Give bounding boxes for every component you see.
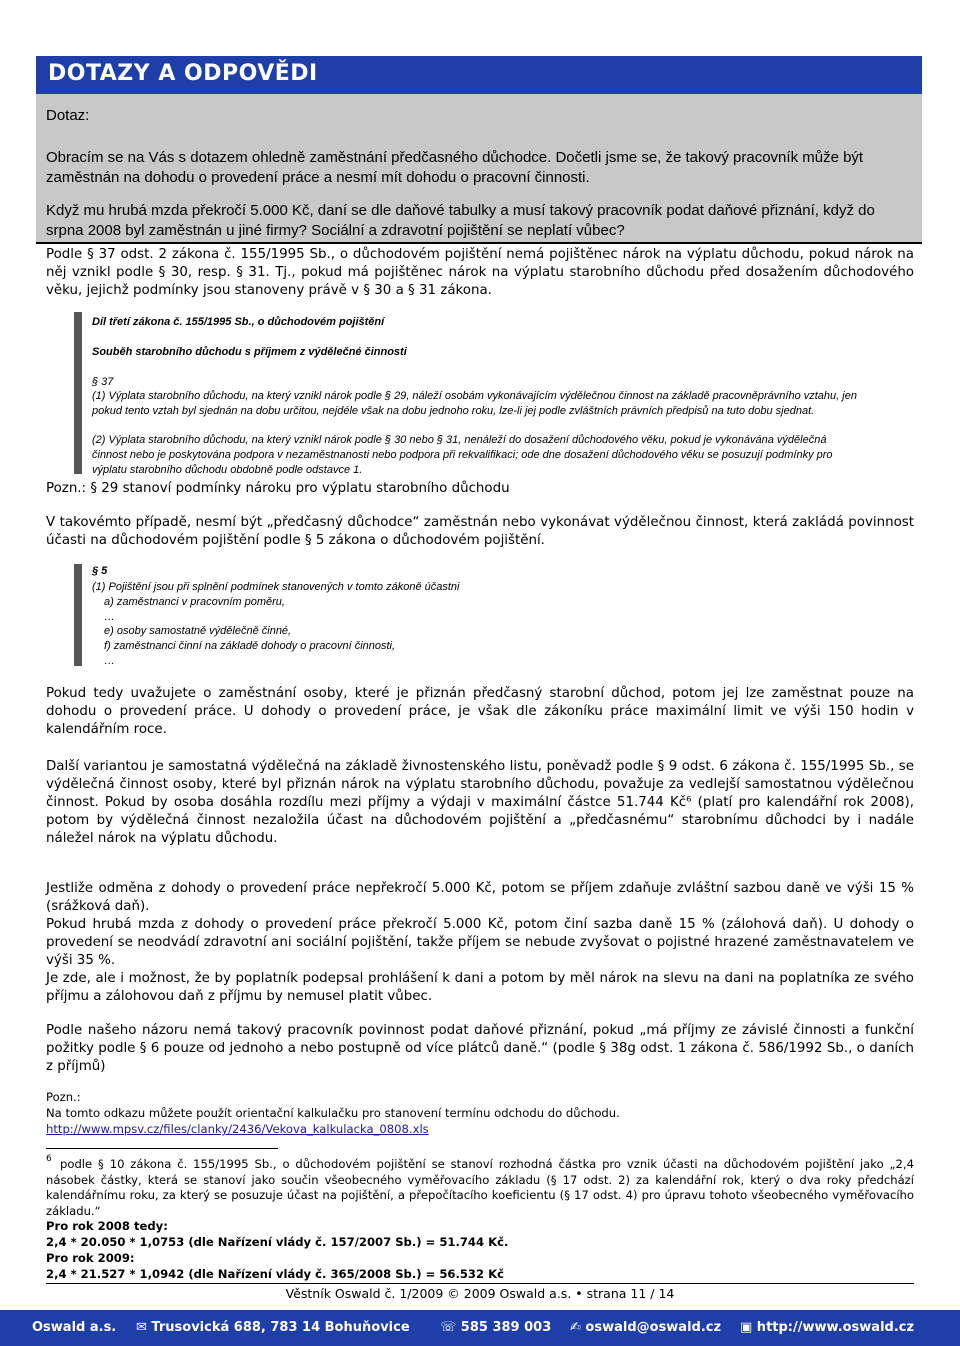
note-2-label: Pozn.: xyxy=(46,1090,81,1104)
title-bar xyxy=(36,56,922,94)
answer-paragraph-2: V takovémto případě, nesmí být „předčasný důchodce“ zaměstnán nebo vykonávat výdělečnou činnost, která zakládá povinnost účasti na důchodovém pojištění podle § 5 zákona o důchodovém pojištění. xyxy=(46,515,914,548)
footer-email[interactable]: ✍ oswald@oswald.cz xyxy=(570,1320,722,1335)
note-2-text: Na tomto odkazu můžete použít orientační kalkulačku pro stanovení termínu odchodu do důchodu. xyxy=(46,1106,620,1120)
answer-paragraph-6: Podle našeho názoru nemá takový pracovník povinnost podat daňové přiznání, pokud „má příjmy ze závislé činnosti a funkční požitky podle § 6 pouze od jednoho a nebo postupně od více plátců daně.“ (podle § 38g odst. 1 zákona č. 586/1992 Sb., o daních z příjmů) xyxy=(46,1023,914,1074)
footnote-2009-calc: 2,4 * 21.527 * 1,0942 (dle Nařízení vlády č. 365/2008 Sb.) = 56.532 Kč xyxy=(46,1267,504,1281)
quote-item-1: (1) Pojištění jsou při splnění podmínek stanovených v tomto zákoně účastni xyxy=(92,581,460,593)
quote-item-1: (1) Výplata starobního důchodu, na který vznikl nárok podle § 29, náleží osobám vykonávajícím výdělečnou činnost na základě pracovněprávního vztahu, jen pokud tento vztah byl sjednán na dobu určitou, nejdéle však na dobu jednoho roku, lze-li jej podle zvláštních právních předpisů na tuto dobu sjednat. xyxy=(92,390,857,417)
quote-section: § 5 xyxy=(92,565,108,577)
quote-bar xyxy=(74,312,82,474)
footer-divider xyxy=(46,1283,914,1284)
footer-bar xyxy=(0,1310,960,1346)
answer-paragraph-5b: Pokud hrubá mzda z dohody o provedení práce překročí 5.000 Kč, potom činí sazba daně 15 % (zálohová daň). U dohody o provedení se neodvádí zdravotní ani sociální pojištění, takže příjem se nebude zvyšovat o pojistné hrazené zaměstnavatelem ve výši 35 %. xyxy=(46,917,914,968)
footnote-2008-calc: 2,4 * 20.050 * 1,0753 (dle Nařízení vlády č. 157/2007 Sb.) = 51.744 Kč. xyxy=(46,1235,509,1249)
footer-web[interactable]: ▣ http://www.oswald.cz xyxy=(740,1320,915,1335)
question-paragraph-1: Obracím se na Vás s dotazem ohledně zaměstnání předčasného důchodce. Dočetli jsme se, že takový pracovník může být zaměstnán na dohodu o provedení práce a nesmí mít dohodu o pracovní činnosti. xyxy=(46,149,864,186)
footnote-2009-label: Pro rok 2009: xyxy=(46,1251,135,1265)
footnote-2008-label: Pro rok 2008 tedy: xyxy=(46,1219,168,1233)
footer-address: ✉ Trusovická 688, 783 14 Bohuňovice xyxy=(136,1320,410,1335)
footer-company: Oswald a.s. xyxy=(32,1320,117,1335)
footnote-mark: 6 xyxy=(46,1154,52,1164)
quote-item-a: a) zaměstnanci v pracovním poměru, xyxy=(104,596,285,608)
page-footer: Věstník Oswald č. 1/2009 © 2009 Oswald a.s. • strana 11 / 14 xyxy=(285,1286,675,1301)
calculator-link[interactable]: http://www.mpsv.cz/files/clanky/2436/Vekova_kalkulacka_0808.xls xyxy=(46,1122,429,1136)
quote-part-title: Díl třetí zákona č. 155/1995 Sb., o důchodovém pojištění xyxy=(92,316,385,328)
answer-paragraph-4: Další variantou je samostatná výdělečná na základě živnostenského listu, poněvadž podle § 9 odst. 6 zákona č. 155/1995 Sb., se výdělečná činnost osoby, které byl přiznán nárok na výplatu starobního důchodu, považuje za vedlejší samostatnou výdělečnou činnost. Pokud by osoba dosáhla rozdílu mezi příjmy a výdaji v maximální částce 51.744 Kč⁶ (platí pro kalendářní rok 2008), potom by výdělečná činnost nezaložila účast na důchodovém pojištění a „předčasnému“ starobnímu důchodci by i nadále náležel nárok na výplatu důchodu. xyxy=(46,759,914,846)
footer-phone: ☏ 585 389 003 xyxy=(440,1320,552,1335)
question-label: Dotaz: xyxy=(46,107,90,124)
footnote-text: podle § 10 zákona č. 155/1995 Sb., o důchodovém pojištění se stanoví rozhodná částka pro vznik účasti na důchodovém pojištění jako „2,4 násobek částky, která se stanoví jako součin všeobecného vyměřovacího základu (§ 17 odst. 2) za kalendářní rok, který o dva roky předchází kalendářnímu roku, za který se posuzuje účast na pojištění, a přepočítacího koeficientu (§ 17 odst. 4) pro úpravu tohoto všeobecného vyměřovacího základu.“ xyxy=(46,1157,914,1218)
answer-paragraph-5c: Je zde, ale i možnost, že by poplatník podepsal prohlášení k dani a potom by měl nárok na slevu na dani na poplatníka ze svého příjmu a zálohovou daň z příjmu by nemusel platit vůbec. xyxy=(46,971,914,1004)
quote-heading: Souběh starobního důchodu s příjmem z výdělečné činnosti xyxy=(92,346,407,358)
quote-ellipsis: … xyxy=(104,655,115,667)
page-title: DOTAZY A ODPOVĚDI xyxy=(48,61,318,86)
quote-section: § 37 xyxy=(92,376,114,388)
answer-paragraph-3: Pokud tedy uvažujete o zaměstnání osoby, které je přiznán předčasný starobní důchod, potom jej lze zaměstnat pouze na dohodu o provedení práce. U dohody o provedení práce, je však dle zákoníku práce maximální limit ve výši 150 hodin v kalendářním roce. xyxy=(46,686,914,737)
quote-bar xyxy=(74,564,82,666)
answer-paragraph-5a: Jestliže odměna z dohody o provedení práce nepřekročí 5.000 Kč, potom se příjem zdaňuje zvláštní sazbou daně ve výši 15 % (srážková daň). xyxy=(46,881,914,914)
answer-paragraph-1: Podle § 37 odst. 2 zákona č. 155/1995 Sb., o důchodovém pojištění nemá pojištěnec nárok na výplatu důchodu, pokud nárok na něj vznikl podle § 30, resp. § 31. Tj., pokud má pojištěnec nárok na výplatu starobního důchodu před dosažením důchodového věku, jejichž podmínky jsou stanoveny právě v § 30 a § 31 zákona. xyxy=(46,247,914,298)
note-1: Pozn.: § 29 stanoví podmínky nároku pro výplatu starobního důchodu xyxy=(46,481,510,496)
quote-item-2: (2) Výplata starobního důchodu, na který vznikl nárok podle § 30 nebo § 31, nenáleží do dosažení důchodového věku, pokud je vykonávána výdělečná činnost nebo je poskytována podpora v nezaměstnanosti nebo podpora při rekvalifikaci; ode dne dosažení důchodového věku se posuzují podmínky pro výplatu starobního důchodu obdobně podle odstavce 1. xyxy=(92,434,833,476)
footnote-separator xyxy=(46,1148,278,1149)
quote-ellipsis: … xyxy=(104,611,115,623)
question-paragraph-2: Když mu hrubá mzda překročí 5.000 Kč, daní se dle daňové tabulky a musí takový pracovník podat daňové přiznání, když do srpna 2008 byl zaměstnán u jiné firmy? Sociální a zdravotní pojištění se neplatí vůbec? xyxy=(46,202,875,239)
quote-item-e: e) osoby samostatně výdělečně činné, xyxy=(104,625,292,637)
quote-item-f: f) zaměstnanci činní na základě dohody o pracovní činnosti, xyxy=(104,640,396,652)
